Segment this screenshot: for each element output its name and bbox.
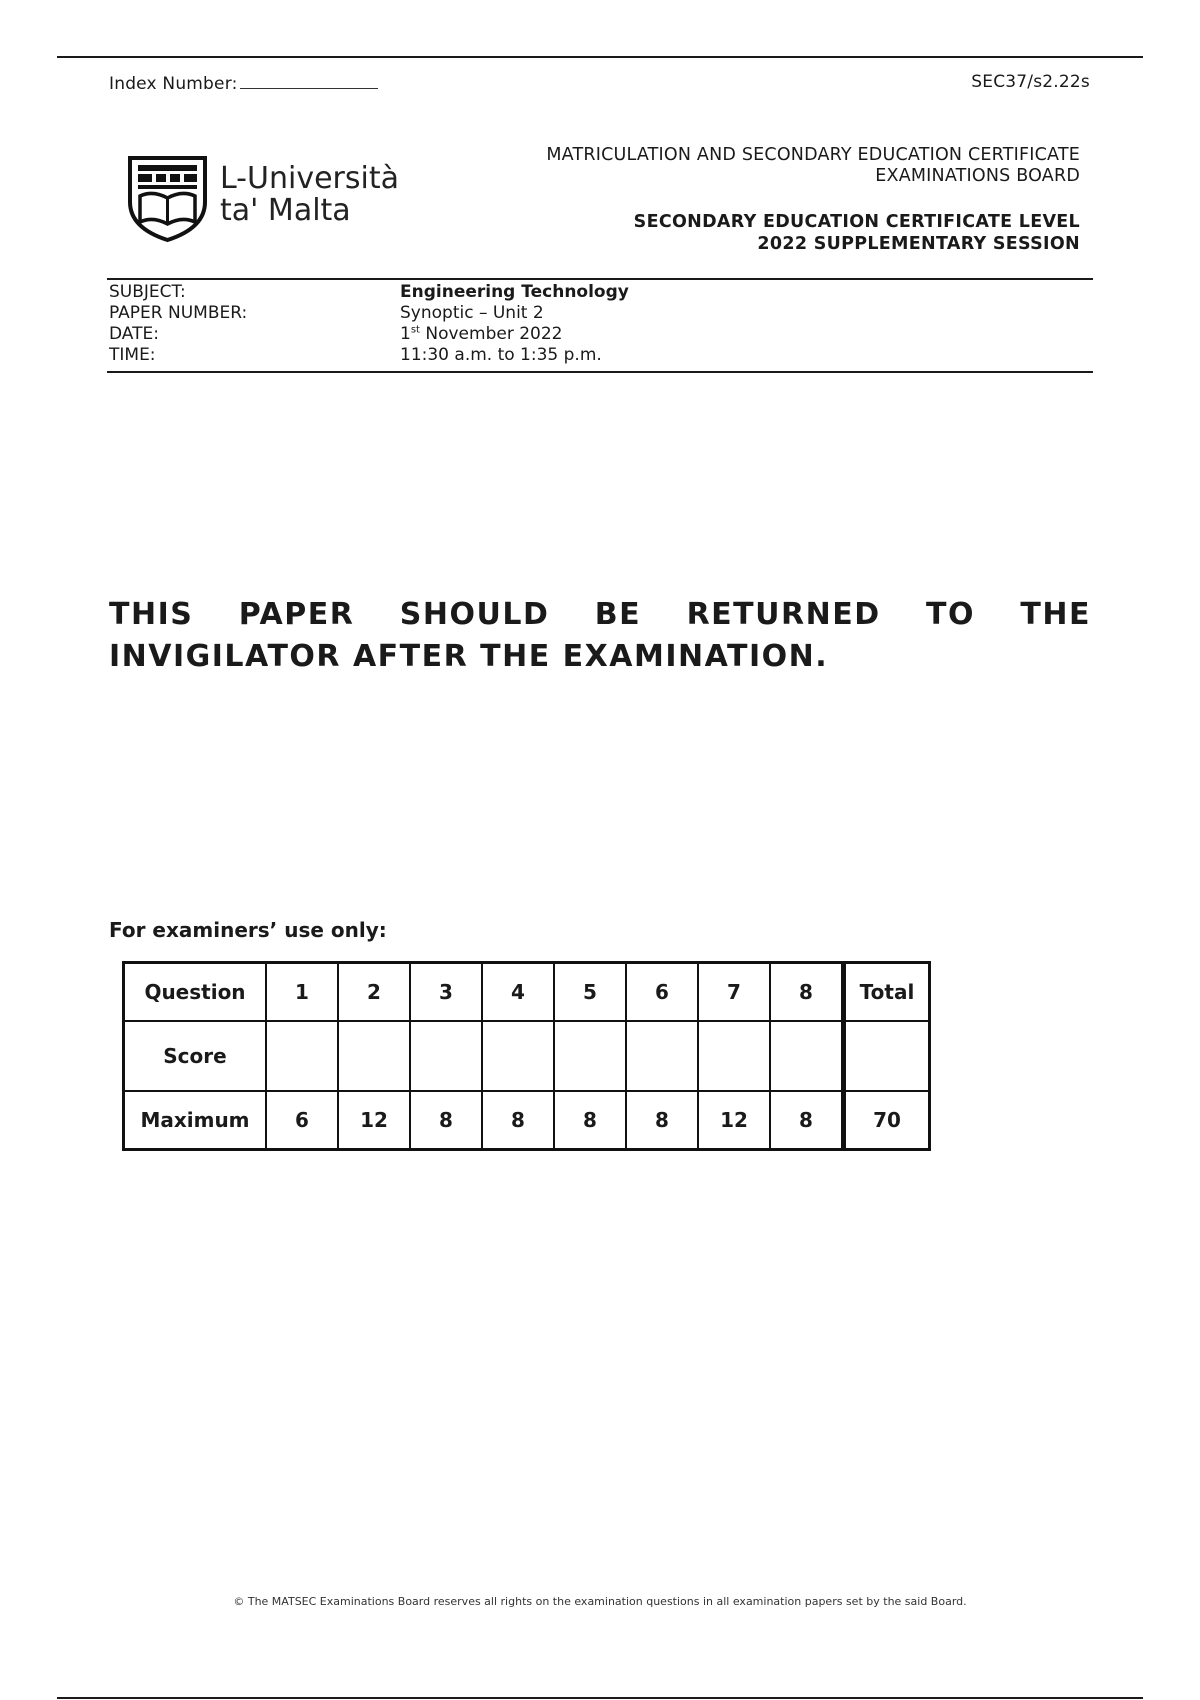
university-name-line2: ta' Malta (220, 193, 351, 228)
date-day: 1 (400, 324, 411, 344)
question-row-label: Question (124, 963, 267, 1022)
maximum-cell: 12 (698, 1091, 770, 1150)
question-number: 2 (338, 963, 410, 1022)
time-row (109, 345, 629, 366)
question-number: 1 (266, 963, 338, 1022)
subject-label: SUBJECT: (109, 282, 186, 302)
question-number: 6 (626, 963, 698, 1022)
maximum-cell: 8 (482, 1091, 554, 1150)
time-value: 11:30 a.m. to 1:35 p.m. (400, 345, 602, 365)
paper-number-value: Synoptic – Unit 2 (400, 303, 544, 323)
score-cell[interactable] (554, 1021, 626, 1091)
date-label: DATE: (109, 324, 159, 344)
question-number: 3 (410, 963, 482, 1022)
question-number: 5 (554, 963, 626, 1022)
university-name (220, 163, 399, 227)
score-cell[interactable] (266, 1021, 338, 1091)
score-cell[interactable] (482, 1021, 554, 1091)
board-line1: MATRICULATION AND SECONDARY EDUCATION CERTIFICATE (546, 145, 1080, 165)
copyright-footer: © The MATSEC Examinations Board reserves all rights on the examination questions in all examination papers set by the said Board. (233, 1595, 967, 1608)
paper-number-row (109, 303, 629, 324)
university-name-line1: L-Università (220, 161, 399, 196)
date-value (400, 324, 562, 345)
score-table (122, 961, 931, 1151)
total-header: Total (844, 963, 930, 1022)
date-row (109, 324, 629, 345)
top-rule (57, 56, 1143, 58)
index-number-label: Index Number: (109, 74, 238, 94)
return-notice: THIS PAPER SHOULD BE RETURNED TO THE INVIGILATOR AFTER THE EXAMINATION. (109, 597, 1091, 674)
exam-board (546, 145, 1080, 187)
level-line1: SECONDARY EDUCATION CERTIFICATE LEVEL (633, 212, 1080, 232)
maximum-cell: 8 (554, 1091, 626, 1150)
score-row-label: Score (124, 1021, 267, 1091)
maximum-cell: 6 (266, 1091, 338, 1150)
index-number-field[interactable] (109, 72, 378, 94)
score-cell[interactable] (410, 1021, 482, 1091)
level-line2: 2022 SUPPLEMENTARY SESSION (757, 234, 1080, 254)
exam-info (109, 282, 629, 366)
subject-row (109, 282, 629, 303)
index-number-blank[interactable] (240, 72, 378, 89)
maximum-cell: 8 (626, 1091, 698, 1150)
score-cell[interactable] (338, 1021, 410, 1091)
bottom-rule (57, 1697, 1143, 1699)
question-number: 8 (770, 963, 844, 1022)
maximum-cell: 12 (338, 1091, 410, 1150)
question-number: 7 (698, 963, 770, 1022)
date-suffix: st (410, 324, 420, 336)
university-crest-icon (120, 150, 215, 245)
question-number: 4 (482, 963, 554, 1022)
info-top-rule (107, 278, 1093, 280)
paper-code: SEC37/s2.22s (971, 72, 1090, 92)
maximum-row (124, 1091, 930, 1150)
score-cell[interactable] (698, 1021, 770, 1091)
score-cell[interactable] (770, 1021, 844, 1091)
exam-level (634, 211, 1080, 255)
maximum-cell: 8 (410, 1091, 482, 1150)
time-label: TIME: (109, 345, 156, 365)
info-bottom-rule (107, 371, 1093, 373)
score-cell[interactable] (626, 1021, 698, 1091)
maximum-row-label: Maximum (124, 1091, 267, 1150)
total-score-cell[interactable] (844, 1021, 930, 1091)
examiners-label: For examiners’ use only: (109, 918, 387, 942)
total-maximum-cell: 70 (844, 1091, 930, 1150)
score-row (124, 1021, 930, 1091)
paper-number-label: PAPER NUMBER: (109, 303, 248, 323)
subject-value: Engineering Technology (400, 282, 629, 302)
board-line2: EXAMINATIONS BOARD (875, 166, 1080, 186)
question-row (124, 963, 930, 1022)
date-rest: November 2022 (419, 324, 563, 344)
maximum-cell: 8 (770, 1091, 844, 1150)
